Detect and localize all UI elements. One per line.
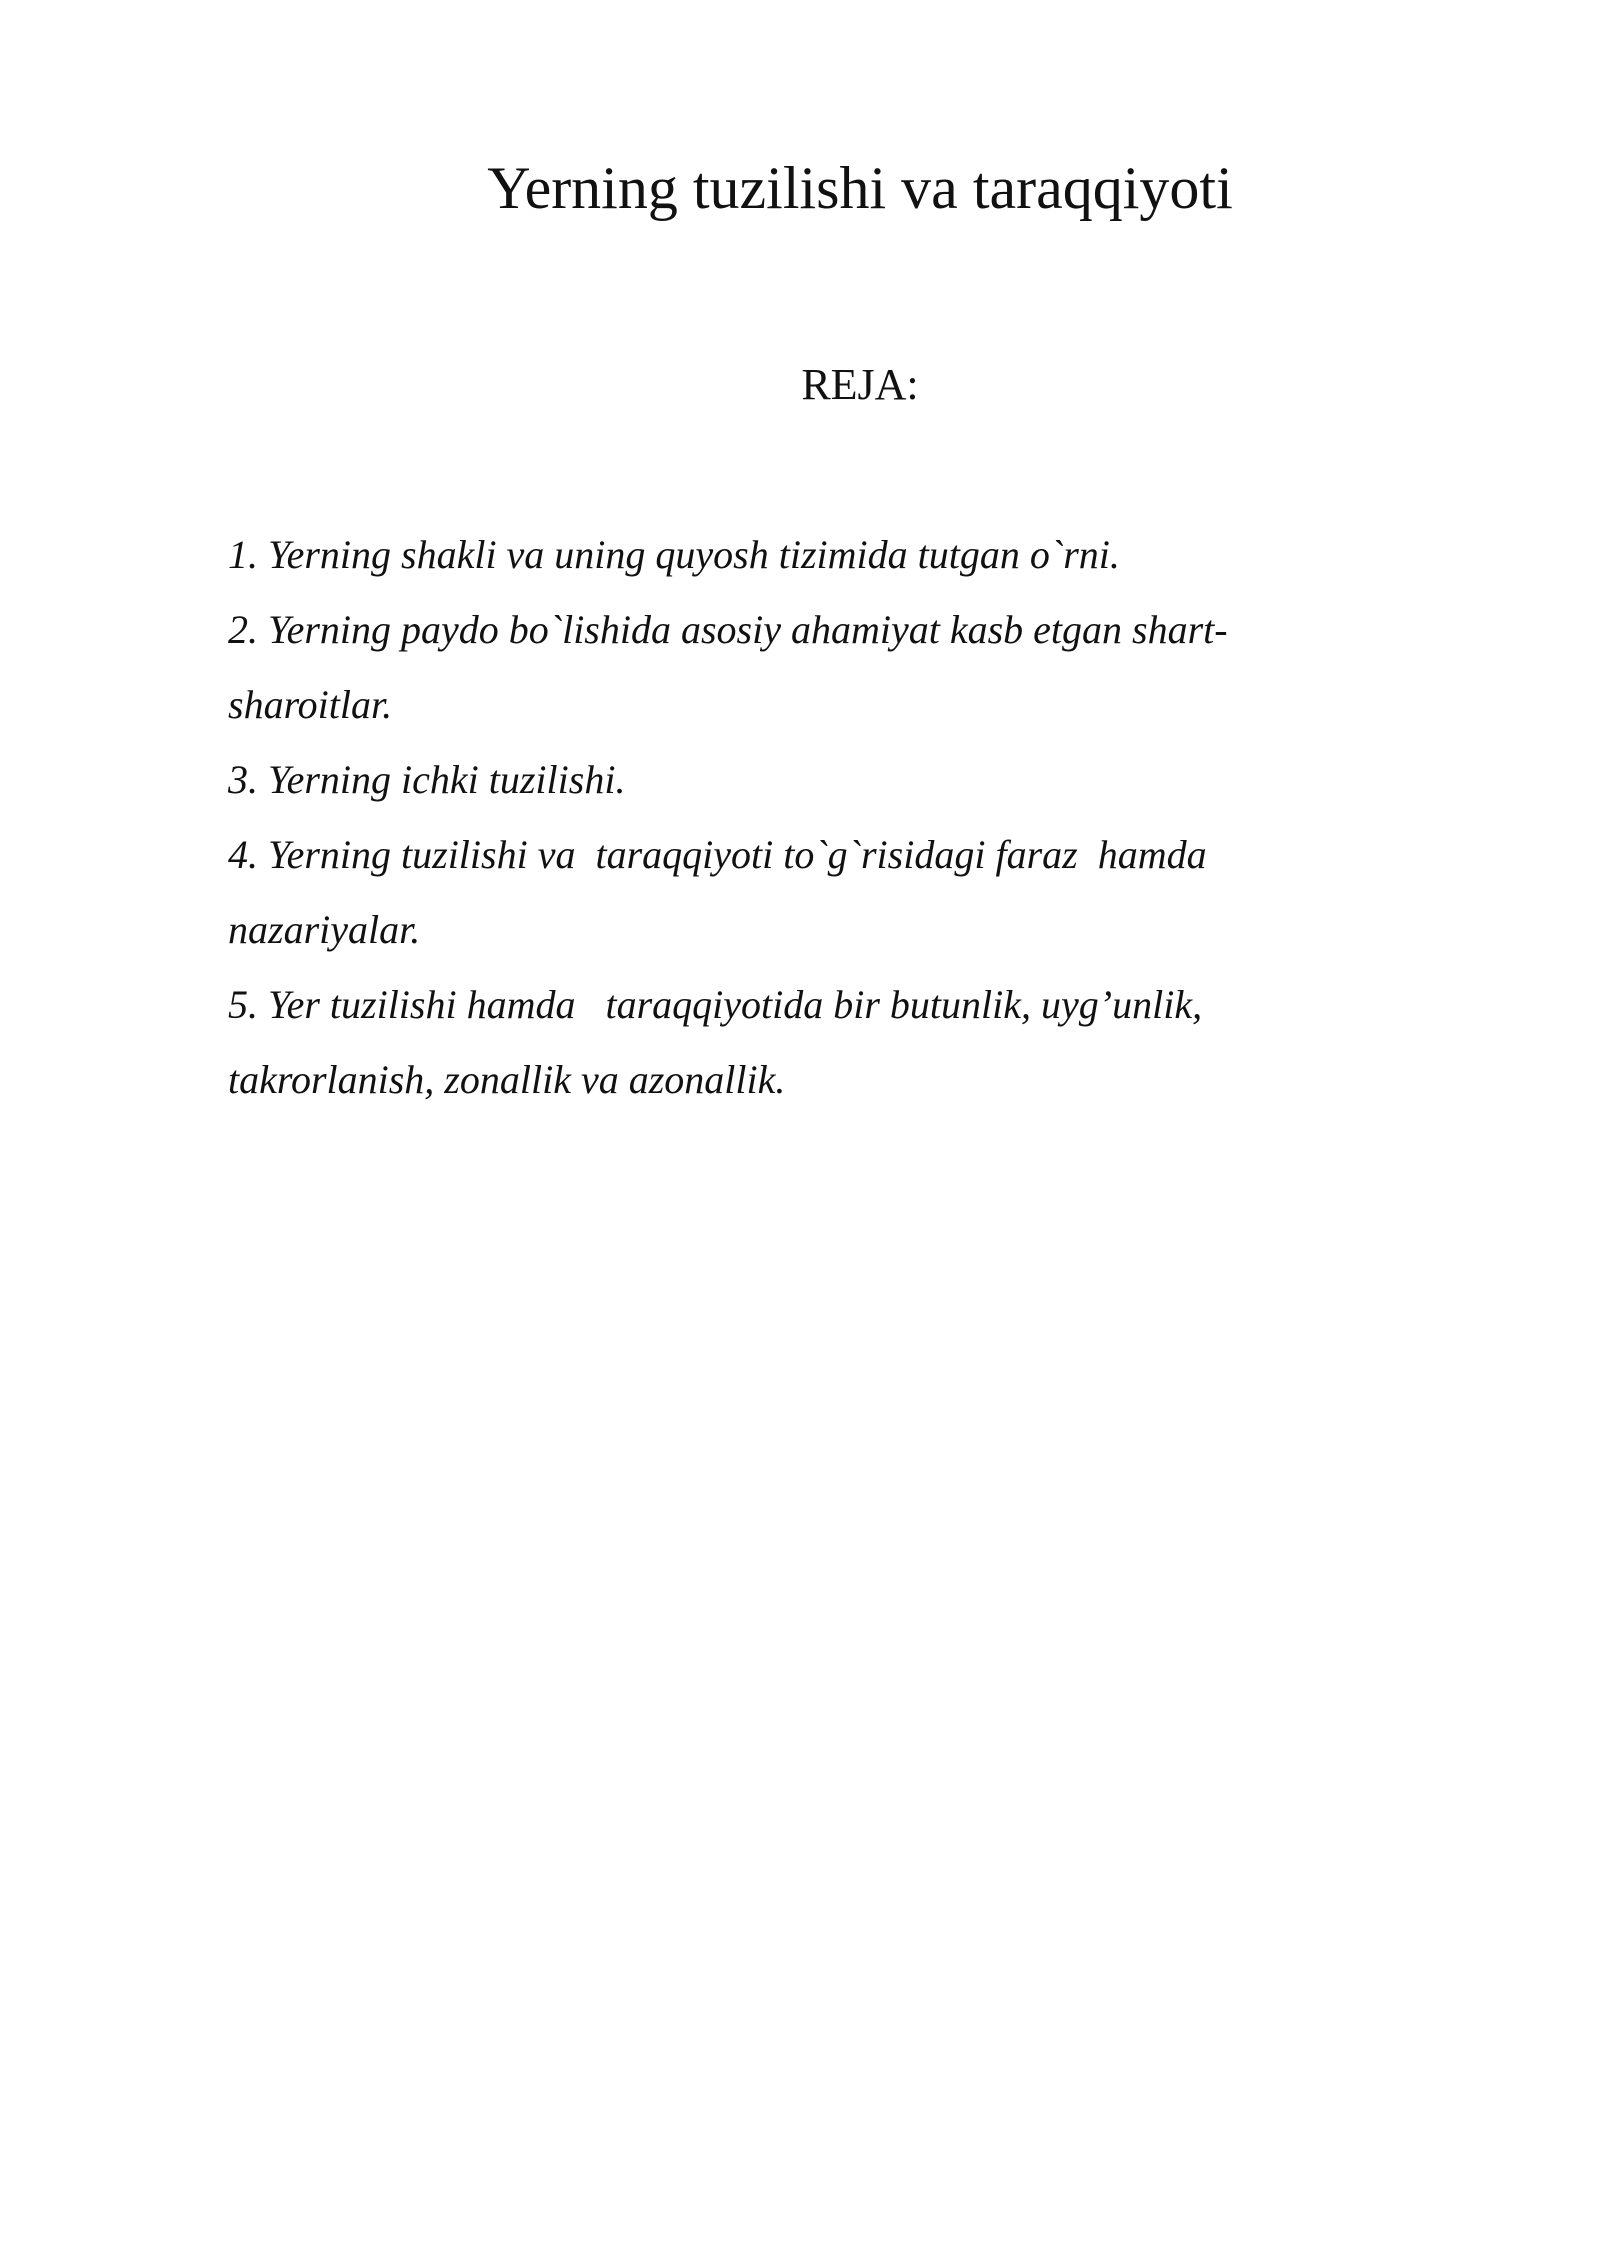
plan-item-2 <box>228 592 1348 742</box>
plan-item-1 <box>228 517 1348 592</box>
plan-item-5 <box>228 967 1348 1117</box>
document-title: Yerning tuzilishi va taraqqiyoti <box>487 155 1233 221</box>
plan-item-2-line-1: 2. Yerning paydo bo`lishida asosiy ahamiyat kasb etgan shart- <box>228 607 1228 652</box>
plan-item-5-line-1: 5. Yer tuzilishi hamda taraqqiyotida bir butunlik, uyg’unlik, <box>228 982 1203 1027</box>
plan-item-3-line-1: 3. Yerning ichki tuzilishi. <box>228 757 626 802</box>
plan-item-4-line-1: 4. Yerning tuzilishi va taraqqiyoti to`g`risidagi faraz hamda <box>228 832 1207 877</box>
plan-item-3 <box>228 742 1348 817</box>
plan-item-1-line-1: 1. Yerning shakli va uning quyosh tizimida tutgan o`rni. <box>228 532 1120 577</box>
plan-heading: REJA: <box>801 360 919 409</box>
plan-item-4 <box>228 817 1348 967</box>
plan-item-5-line-2: takrorlanish, zonallik va azonallik. <box>228 1057 786 1102</box>
plan-item-2-line-2: sharoitlar. <box>228 682 393 727</box>
plan-list <box>228 517 1348 1117</box>
plan-item-4-line-2: nazariyalar. <box>228 907 421 952</box>
